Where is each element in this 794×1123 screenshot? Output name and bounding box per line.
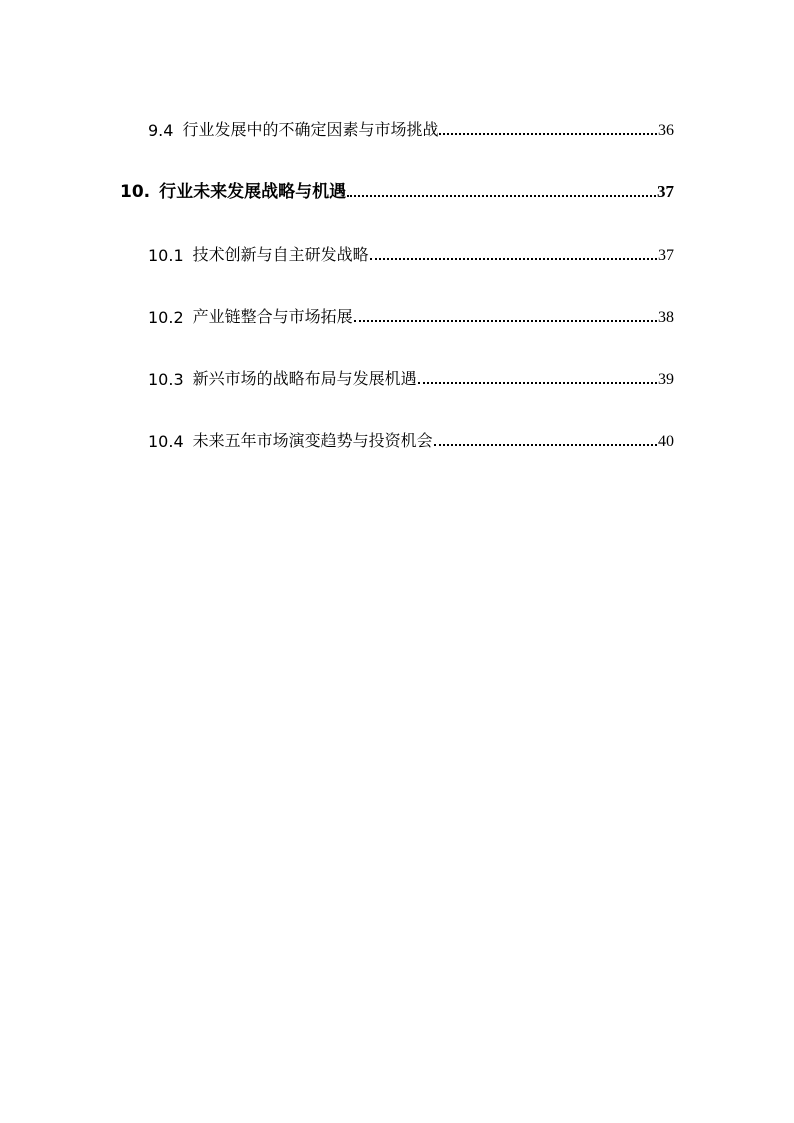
toc-entry-page: 39 <box>658 371 674 388</box>
toc-dot-leader <box>439 133 657 135</box>
toc-entry-title: 技术创新与自主研发战略 <box>192 245 369 264</box>
toc-entry-10-1[interactable] <box>148 237 674 265</box>
toc-entry-9-4[interactable] <box>148 112 674 140</box>
toc-entry-number: 10.3 <box>148 370 184 389</box>
toc-dot-leader <box>418 382 657 384</box>
toc-entry-10[interactable] <box>120 174 674 202</box>
toc-entry-title: 行业发展中的不确定因素与市场挑战 <box>182 120 439 139</box>
toc-entry-title: 行业未来发展战略与机遇 <box>159 182 347 202</box>
toc-entry-page: 36 <box>658 122 674 139</box>
toc-dot-leader <box>370 258 657 260</box>
toc-entry-page: 38 <box>658 309 674 326</box>
toc-entry-page: 37 <box>658 247 674 264</box>
toc-entry-number: 10. <box>120 182 151 202</box>
toc-entry-number: 10.4 <box>148 432 184 451</box>
toc-dot-leader <box>354 320 657 322</box>
toc-entry-title: 未来五年市场演变趋势与投资机会 <box>192 431 433 450</box>
toc-dot-leader <box>347 195 656 197</box>
toc-entry-10-2[interactable] <box>148 299 674 327</box>
toc-entry-number: 10.1 <box>148 246 184 265</box>
toc-entry-title: 产业链整合与市场拓展 <box>192 307 353 326</box>
toc-entry-page: 37 <box>657 182 674 201</box>
toc-entry-page: 40 <box>658 433 674 450</box>
toc-entry-10-3[interactable] <box>148 361 674 389</box>
toc-entry-number: 10.2 <box>148 308 184 327</box>
toc-entry-10-4[interactable] <box>148 423 674 451</box>
toc-entry-title: 新兴市场的战略布局与发展机遇 <box>192 369 417 388</box>
toc-dot-leader <box>434 444 657 446</box>
toc-entry-number: 9.4 <box>148 121 174 140</box>
